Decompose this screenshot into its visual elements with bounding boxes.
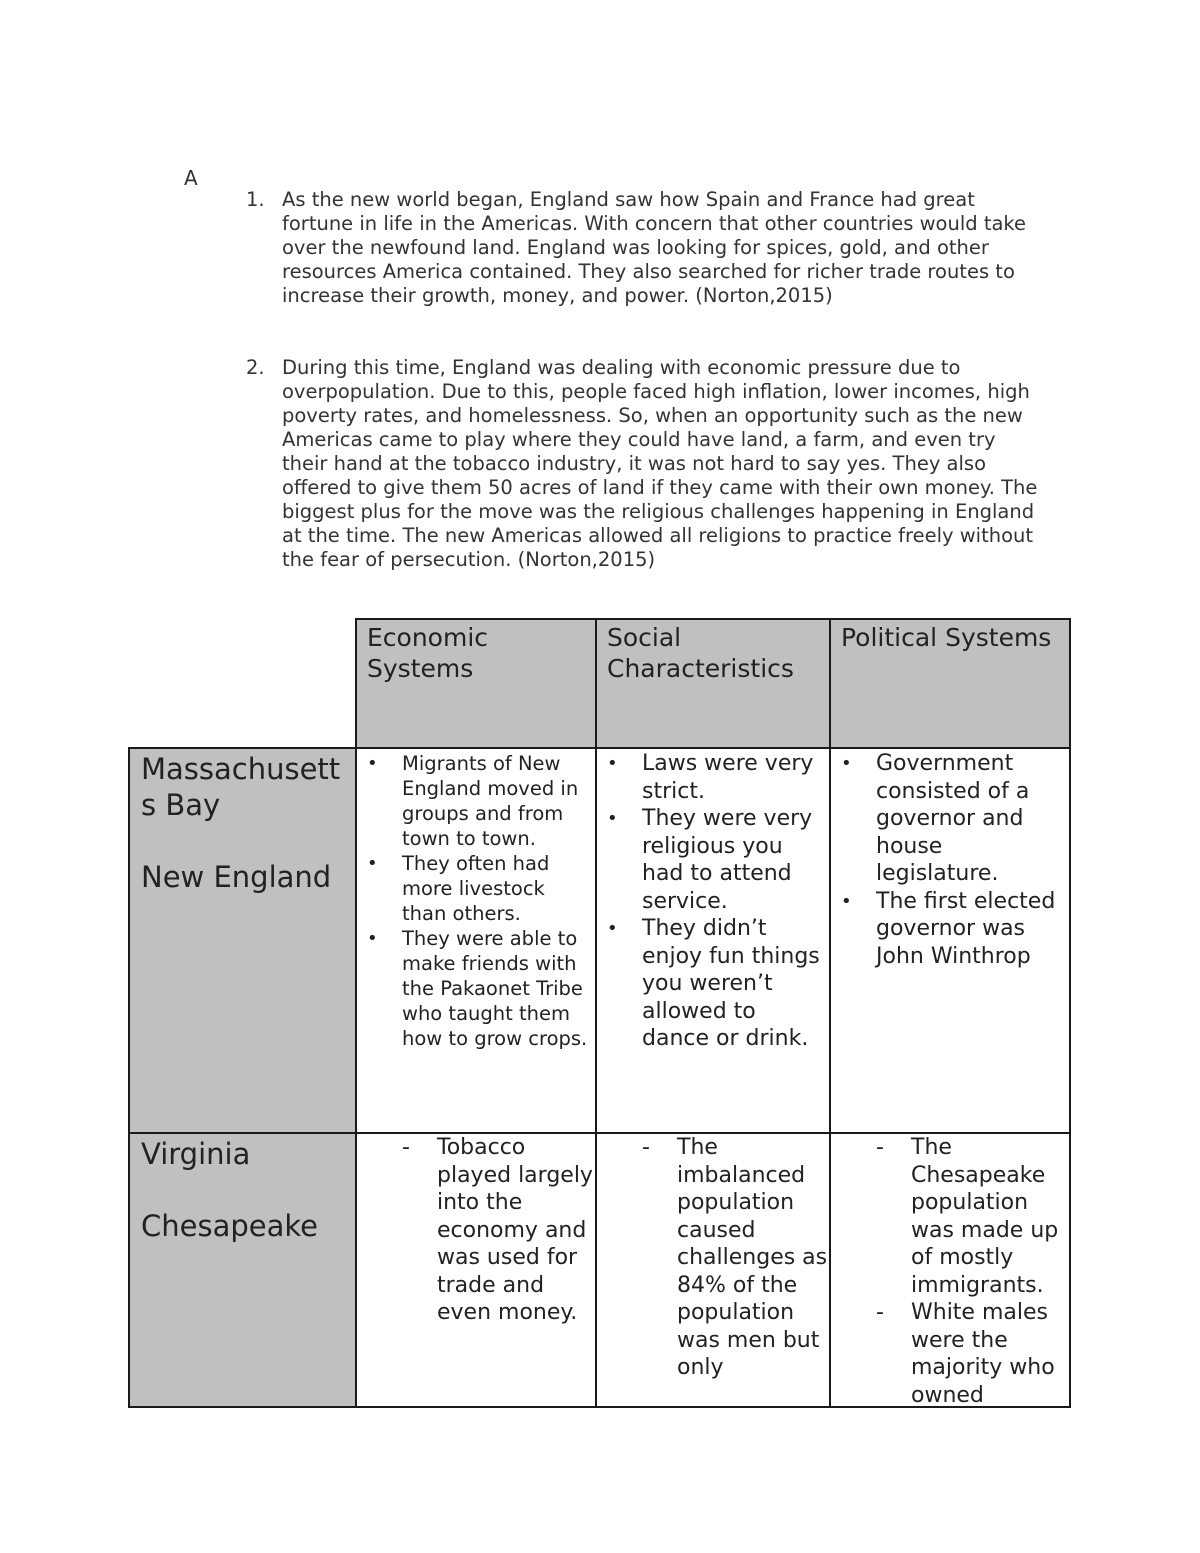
list-item-text: Tobacco played largely into the economy and was used for trade and even money. [437, 1135, 593, 1325]
cell-massachusetts-economic [355, 747, 597, 1134]
list-item-text: They were very religious you had to attend service. [642, 806, 813, 914]
dash-icon: - [876, 1300, 884, 1325]
list-item-text: They didn’t enjoy fun things you weren’t allowed to dance or drink. [642, 916, 820, 1051]
row-label-region: Chesapeake [141, 1209, 318, 1243]
header-political-systems: Political Systems [829, 618, 1071, 749]
list-item [597, 915, 829, 1053]
cell-virginia-economic [355, 1132, 597, 1408]
list-item [357, 1134, 595, 1327]
list-item-text: The first elected governor was John Winthrop [876, 888, 1056, 969]
list-item-text: Laws were very strict. [642, 751, 814, 804]
social-list [597, 1134, 829, 1382]
list-item-text: They were able to make friends with the Pakaonet Tribe who taught them how to grow crops. [402, 927, 588, 1050]
list-item [357, 851, 595, 926]
cell-massachusetts-social [595, 747, 831, 1134]
list-item-text: White males were the majority who owned [911, 1300, 1055, 1408]
cell-massachusetts-political [829, 747, 1071, 1134]
list-item [597, 805, 829, 915]
bullet-icon: • [367, 753, 378, 774]
row-label-region: New England [141, 860, 332, 894]
bullet-icon: • [367, 853, 378, 874]
dash-icon: - [642, 1135, 650, 1160]
question-text: During this time, England was dealing with economic pressure due to overpopulation. Due to this, people faced high inflation, lower incomes, high poverty rates, and homelessness. So, when an opportunity such as the new Americas came to play where they could have land, a farm, and even try their hand at the tobacco industry, it was not hard to say yes. They also offered to give them 50 acres of land if they came with their own money. The biggest plus for the move was the religious challenges happening in England at the time. The new Americas allowed all religions to practice freely without the fear of persecution. (Norton,2015) [282, 356, 1038, 571]
row-label-massachusetts-bay [128, 747, 357, 1134]
list-item [831, 1299, 1069, 1408]
list-item-text: The Chesapeake population was made up of mostly immigrants. [911, 1135, 1059, 1298]
dash-icon: - [402, 1135, 410, 1160]
list-item [831, 888, 1069, 971]
question-list [244, 188, 1044, 572]
question-number: 1. [246, 188, 265, 211]
row-label-virginia [128, 1132, 357, 1408]
list-item-text: They often had more livestock than others. [402, 852, 550, 925]
header-social-characteristics: Social Characteristics [595, 618, 831, 749]
question-text: As the new world began, England saw how Spain and France had great fortune in life in the Americas. With concern that other countries would take over the newfound land. England was looking for spices, gold, and other resources America contained. They also searched for richer trade routes to increase their growth, money, and power. (Norton,2015) [282, 188, 1027, 307]
question-item [244, 188, 1044, 308]
bullet-icon: • [841, 753, 852, 774]
list-item [831, 750, 1069, 888]
list-item-text: The imbalanced population caused challenges as 84% of the population was men but only [677, 1135, 828, 1380]
colonies-comparison-table [128, 618, 1071, 1408]
dash-icon: - [876, 1135, 884, 1160]
bullet-icon: • [367, 928, 378, 949]
list-item [357, 751, 595, 851]
bullet-icon: • [607, 918, 618, 939]
cell-virginia-political [829, 1132, 1071, 1408]
economic-list [357, 1134, 595, 1327]
question-item [244, 356, 1044, 572]
list-item [357, 926, 595, 1051]
bullet-icon: • [607, 753, 618, 774]
row-label-colony: Massachusetts Bay [141, 752, 341, 822]
list-item-text: Migrants of New England moved in groups and from town to town. [402, 752, 579, 850]
bullet-icon: • [607, 808, 618, 829]
economic-list [357, 749, 595, 1051]
list-item-text: Government consisted of a governor and house legislature. [876, 751, 1030, 886]
header-economic-systems: Economic Systems [355, 618, 597, 749]
question-number: 2. [246, 356, 265, 379]
social-list [597, 749, 829, 1053]
political-list [831, 1134, 1069, 1408]
list-item [597, 1134, 829, 1382]
political-list [831, 749, 1069, 970]
bullet-icon: • [841, 890, 852, 912]
row-label-colony: Virginia [141, 1137, 251, 1171]
list-item [597, 750, 829, 805]
cell-virginia-social [595, 1132, 831, 1408]
list-item [831, 1134, 1069, 1299]
section-letter: A [184, 166, 198, 190]
